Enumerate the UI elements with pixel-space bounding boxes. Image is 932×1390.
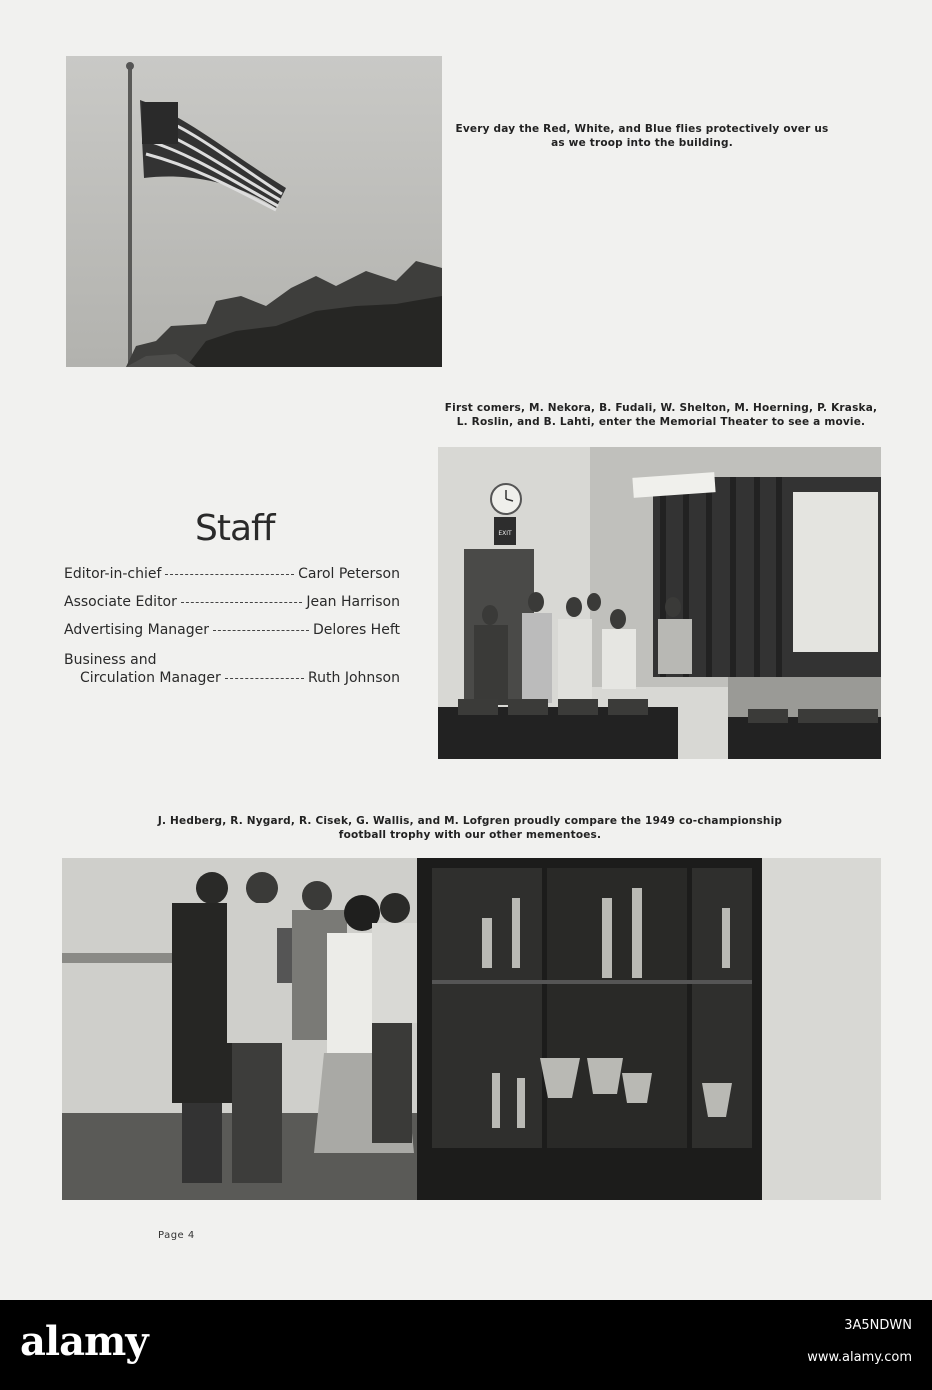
staff-role: Associate Editor xyxy=(64,594,177,610)
exit-sign: EXIT xyxy=(498,530,512,537)
leader-dots xyxy=(181,602,302,603)
leader-dots xyxy=(213,630,309,631)
staff-name: Jean Harrison xyxy=(306,594,400,610)
leader-dots xyxy=(165,574,294,575)
flag-photo xyxy=(66,56,442,367)
flag-caption: Every day the Red, White, and Blue flies protectively over us as we troop into the building. xyxy=(455,123,829,149)
staff-name: Ruth Johnson xyxy=(308,670,400,686)
stock-image-id: 3A5NDWN xyxy=(844,1318,912,1333)
staff-role: Advertising Manager xyxy=(64,622,210,638)
staff-row xyxy=(64,566,400,594)
page-number: Page 4 xyxy=(158,1230,195,1241)
staff-list xyxy=(64,566,400,686)
theater-caption: First comers, M. Nekora, B. Fudali, W. Shelton, M. Hoerning, P. Kraska, L. Roslin, and B. Lahti, enter the Memorial Theater to see a movie. xyxy=(444,402,878,428)
alamy-logo: alamy xyxy=(20,1318,148,1365)
staff-row xyxy=(64,622,400,650)
leader-dots xyxy=(225,678,304,679)
staff-heading: Staff xyxy=(195,508,275,549)
staff-name: Delores Heft xyxy=(313,622,400,638)
theater-photo xyxy=(438,447,881,759)
stock-url[interactable]: www.alamy.com xyxy=(807,1350,912,1365)
staff-name: Carol Peterson xyxy=(298,566,400,582)
staff-role: Circulation Manager xyxy=(80,670,221,686)
trophy-caption: J. Hedberg, R. Nygard, R. Cisek, G. Wallis, and M. Lofgren proudly compare the 1949 co-championship football trophy with our other mementoes. xyxy=(157,815,783,841)
staff-row xyxy=(64,594,400,622)
staff-role: Business and xyxy=(64,652,157,668)
trophy-photo xyxy=(62,858,881,1200)
staff-role: Editor-in-chief xyxy=(64,566,162,582)
staff-row xyxy=(64,652,400,686)
